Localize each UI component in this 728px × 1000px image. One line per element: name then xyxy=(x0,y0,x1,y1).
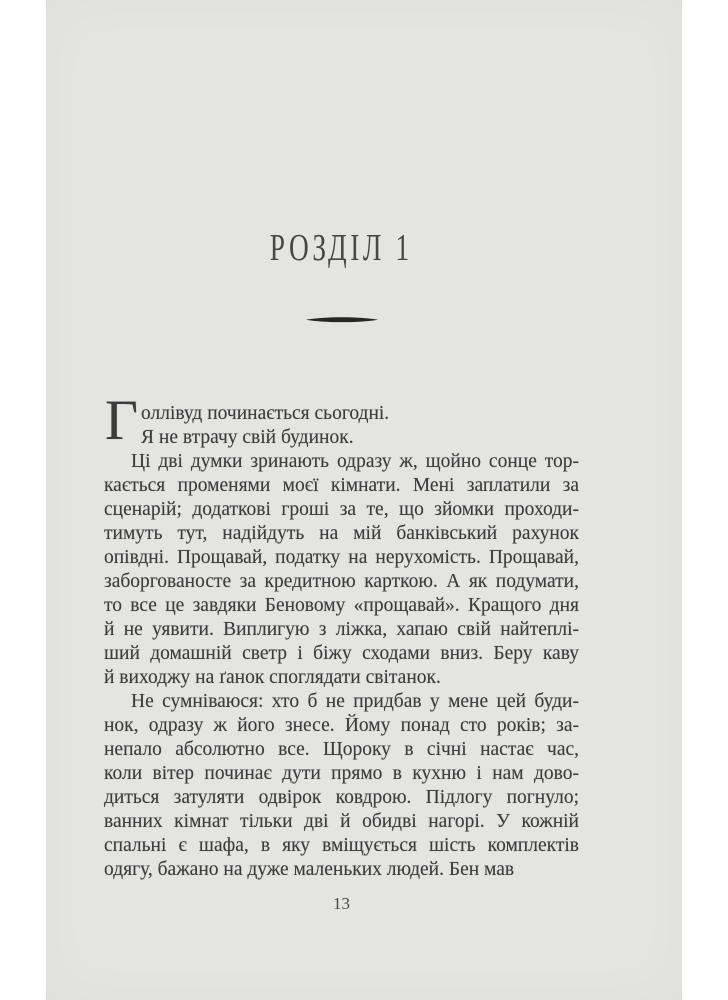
text-line: ший домашній светр і біжу сходами вниз. Беру каву xyxy=(104,643,579,664)
lens-shape xyxy=(306,317,378,322)
text-line: нок, одразу ж його знесе. Йому понад сто років; за- xyxy=(104,715,579,736)
text-line: ванних кімнат тільки дві й обидві нагорі. У кожній xyxy=(104,811,579,832)
text-line: Я не втрачу свій будинок. xyxy=(141,427,354,448)
chapter-divider xyxy=(104,315,579,325)
text-line: одягу, бажано на дуже маленьких людей. Бен мав xyxy=(104,859,515,880)
text-line: диться затуляти одвірок ковдрою. Підлогу погнуло; xyxy=(104,787,579,808)
text-line: заборгованосте за кредитною карткою. А як подумати, xyxy=(104,571,579,592)
text-line: непало абсолютно все. Щороку в січні настає час, xyxy=(104,739,579,760)
chapter-title-text: РОЗДІЛ 1 xyxy=(269,227,413,269)
text-line: коли вітер починає дути прямо в кухню і нам дово- xyxy=(104,763,579,784)
paragraph-opening xyxy=(104,389,579,452)
text-line: оллівуд починається сьогодні. xyxy=(141,403,390,424)
text-line: Ці дві думки зринають одразу ж, щойно сонце тор- xyxy=(131,451,579,472)
text-line: кається променями моєї кімнати. Мені заплатили за xyxy=(104,475,579,496)
body-text xyxy=(104,389,579,882)
text-line: сценарій; додаткові гроші за те, що зйомки проходи- xyxy=(104,499,579,520)
text-line: й не уявити. Виплигую з ліжка, хапаю свій найтеплі- xyxy=(104,619,579,640)
text-line: Не сумніваюся: хто б не придбав у мене цей буди- xyxy=(131,691,579,712)
opening-lines xyxy=(141,402,579,450)
page-number: 13 xyxy=(333,894,350,913)
text-line: спальні є шафа, в яку вміщується шість комплектів xyxy=(104,835,579,856)
paragraph-2 xyxy=(104,450,579,690)
book-page xyxy=(46,0,682,1000)
chapter-title xyxy=(104,226,579,270)
text-line: й виходжу на ґанок споглядати світанок. xyxy=(104,667,441,688)
paragraph-3 xyxy=(104,690,579,882)
lens-ornament-icon xyxy=(306,315,378,325)
text-line: тимуть тут, надійдуть на мій банківський рахунок xyxy=(104,523,579,544)
drop-cap: Г xyxy=(105,389,138,452)
text-line: то все це завдяки Беновому «прощавай». Кращого дня xyxy=(104,595,579,616)
text-line: опівдні. Прощавай, податку на нерухомість. Прощавай, xyxy=(104,547,579,568)
